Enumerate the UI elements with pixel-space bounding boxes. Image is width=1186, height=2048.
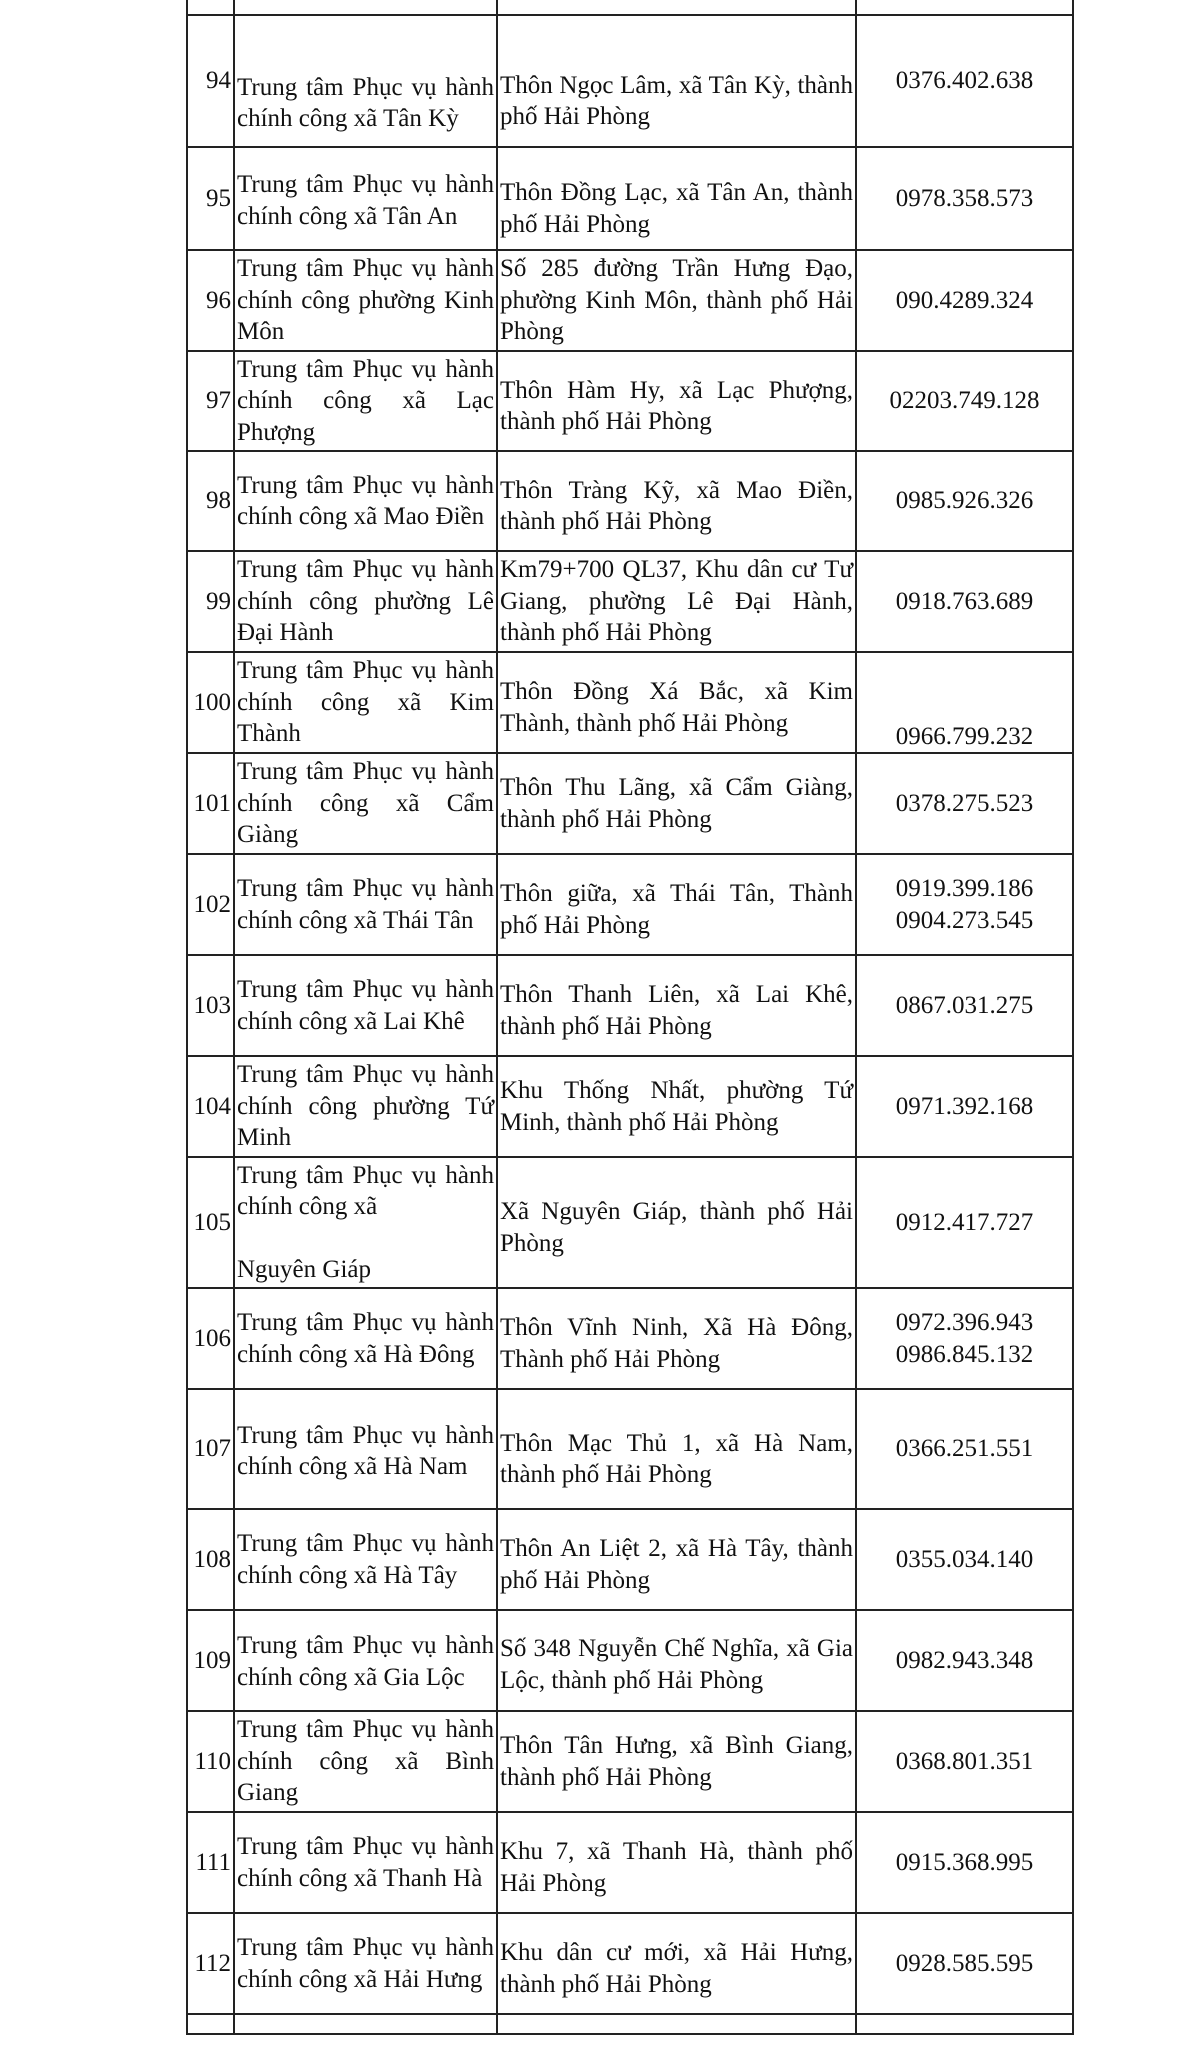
center-name-text: Trung tâm Phục vụ hành chính công xã Thanh Hà <box>237 1833 494 1892</box>
center-name-cell <box>234 0 497 15</box>
table-row <box>187 652 1073 753</box>
center-name-text: Trung tâm Phục vụ hành chính công xã Tân An <box>237 171 494 230</box>
table-row <box>187 955 1073 1056</box>
center-name-text: Trung tâm Phục vụ hành chính công phường Lê Đại Hành <box>237 556 494 647</box>
center-name-cell <box>234 551 497 652</box>
phone-cell <box>856 1157 1073 1288</box>
phone-cell <box>856 15 1073 147</box>
row-number-cell: 106 <box>187 1288 234 1389</box>
center-name-cell <box>234 250 497 351</box>
center-name-cell <box>234 1913 497 2014</box>
phone-cell <box>856 250 1073 351</box>
table-row <box>187 2014 1073 2034</box>
address-text: Khu dân cư mới, xã Hải Hưng, thành phố Hải Phòng <box>500 1939 853 1998</box>
address-text: Thôn Thanh Liên, xã Lai Khê, thành phố Hải Phòng <box>500 981 853 1040</box>
center-name-text: Trung tâm Phục vụ hành chính công xã Kim Thành <box>237 657 494 748</box>
row-number-cell: 103 <box>187 955 234 1056</box>
table-row <box>187 1509 1073 1610</box>
row-number-cell: 104 <box>187 1056 234 1157</box>
phone-number: 02203.749.128 <box>889 387 1040 415</box>
center-name-cell <box>234 1610 497 1711</box>
phone-cell <box>856 451 1073 551</box>
center-name-text: Trung tâm Phục vụ hành chính công xã Hải Hưng <box>237 1934 494 1993</box>
center-name-tail-text: Nguyên Giáp <box>237 1255 371 1283</box>
phone-number: 0971.392.168 <box>895 1092 1034 1120</box>
center-name-cell <box>234 2014 497 2034</box>
center-name-text: Trung tâm Phục vụ hành chính công phường Tứ Minh <box>237 1061 494 1152</box>
address-cell <box>497 15 856 147</box>
phone-cell <box>856 652 1073 753</box>
address-cell <box>497 147 856 250</box>
row-number-cell: 96 <box>187 250 234 351</box>
table-row <box>187 250 1073 351</box>
phone-cell <box>856 0 1073 15</box>
center-name-text: Trung tâm Phục vụ hành chính công xã Hà Nam <box>237 1421 494 1480</box>
table-row <box>187 551 1073 652</box>
row-number-cell: 100 <box>187 652 234 753</box>
center-name-text: Trung tâm Phục vụ hành chính công xã Mao Điền <box>237 471 494 530</box>
center-name-cell <box>234 1389 497 1509</box>
address-cell <box>497 551 856 652</box>
table-row <box>187 1711 1073 1812</box>
row-number-cell <box>187 0 234 15</box>
address-cell <box>497 1056 856 1157</box>
service-center-table <box>186 0 1074 2035</box>
row-number-cell: 97 <box>187 351 234 451</box>
center-name-text: Trung tâm Phục vụ hành chính công xã Hà Đông <box>237 1309 494 1368</box>
row-number-cell: 109 <box>187 1610 234 1711</box>
row-number-cell: 107 <box>187 1389 234 1509</box>
address-text: Thôn Ngọc Lâm, xã Tân Kỳ, thành phố Hải Phòng <box>500 71 853 130</box>
address-cell <box>497 351 856 451</box>
center-name-cell <box>234 955 497 1056</box>
center-name-cell <box>234 753 497 854</box>
address-text: Thôn An Liệt 2, xã Hà Tây, thành phố Hải Phòng <box>500 1535 853 1594</box>
row-number-cell: 98 <box>187 451 234 551</box>
address-text: Thôn Đồng Lạc, xã Tân An, thành phố Hải Phòng <box>500 179 853 238</box>
center-name-text: Trung tâm Phục vụ hành chính công xã Hà Tây <box>237 1530 494 1589</box>
table-row <box>187 351 1073 451</box>
phone-number: 0919.399.186 <box>895 875 1034 902</box>
center-name-cell <box>234 15 497 147</box>
address-text: Thôn Tràng Kỹ, xã Mao Điền, thành phố Hải Phòng <box>500 476 853 535</box>
address-text: Thôn Đồng Xá Bắc, xã Kim Thành, thành phố Hải Phòng <box>500 678 853 737</box>
center-name-text: Trung tâm Phục vụ hành chính công phường Kinh Môn <box>237 255 494 346</box>
address-text: Thôn Hàm Hy, xã Lạc Phượng, thành phố Hải Phòng <box>500 376 853 435</box>
center-name-text: Trung tâm Phục vụ hành chính công xã Cẩm Giàng <box>237 758 494 849</box>
table-body <box>187 0 1073 2034</box>
phone-cell <box>856 1711 1073 1812</box>
address-text: Thôn Thu Lãng, xã Cẩm Giàng, thành phố Hải Phòng <box>500 774 853 833</box>
phone-cell <box>856 551 1073 652</box>
row-number-cell: 101 <box>187 753 234 854</box>
phone-cell <box>856 955 1073 1056</box>
address-cell <box>497 1711 856 1812</box>
phone-number: 0355.034.140 <box>895 1545 1034 1573</box>
phone-number: 0972.396.943 <box>895 1309 1034 1336</box>
table-row <box>187 854 1073 955</box>
table-row <box>187 1610 1073 1711</box>
row-number-cell: 110 <box>187 1711 234 1812</box>
address-text: Thôn Tân Hưng, xã Bình Giang, thành phố Hải Phòng <box>500 1732 853 1791</box>
address-cell <box>497 1913 856 2014</box>
phone-cell <box>856 1288 1073 1389</box>
address-cell <box>497 451 856 551</box>
phone-number: 0366.251.551 <box>895 1435 1034 1463</box>
phone-number: 0378.275.523 <box>895 789 1034 817</box>
address-cell <box>497 854 856 955</box>
phone-number: 0982.943.348 <box>895 1646 1034 1674</box>
row-number-cell: 99 <box>187 551 234 652</box>
phone-number: 0912.417.727 <box>895 1208 1034 1236</box>
center-name-text: Trung tâm Phục vụ hành chính công xã <box>237 1161 494 1221</box>
table-row <box>187 1913 1073 2014</box>
address-text: Số 348 Nguyễn Chế Nghĩa, xã Gia Lộc, thành phố Hải Phòng <box>500 1635 853 1694</box>
center-name-cell <box>234 854 497 955</box>
row-number-cell: 95 <box>187 147 234 250</box>
phone-cell <box>856 147 1073 250</box>
address-cell <box>497 1812 856 1913</box>
phone-cell <box>856 753 1073 854</box>
address-text: Thôn Mạc Thủ 1, xã Hà Nam, thành phố Hải Phòng <box>500 1429 853 1488</box>
center-name-cell <box>234 1812 497 1913</box>
table-container <box>186 0 1072 2035</box>
phone-number: 0978.358.573 <box>895 184 1034 212</box>
phone-number: 0915.368.995 <box>895 1848 1034 1876</box>
table-row <box>187 0 1073 15</box>
phone-cell <box>856 2014 1073 2034</box>
phone-cell <box>856 1389 1073 1509</box>
address-cell <box>497 2014 856 2034</box>
phone-cell <box>856 351 1073 451</box>
phone-number: 0376.402.638 <box>895 67 1034 95</box>
phone-cell <box>856 1056 1073 1157</box>
center-name-text: Trung tâm Phục vụ hành chính công xã Tân Kỳ <box>237 73 494 132</box>
address-text: Số 285 đường Trần Hưng Đạo, phường Kinh Môn, thành phố Hải Phòng <box>500 255 853 346</box>
center-name-cell <box>234 1157 497 1288</box>
table-row <box>187 1056 1073 1157</box>
address-cell <box>497 1288 856 1389</box>
phone-number: 0904.273.545 <box>895 906 1034 934</box>
address-cell <box>497 1509 856 1610</box>
phone-cell <box>856 1509 1073 1610</box>
address-cell <box>497 1610 856 1711</box>
row-number-cell: 105 <box>187 1157 234 1288</box>
phone-number: 0368.801.351 <box>895 1747 1034 1775</box>
phone-number: 0918.763.689 <box>895 587 1034 615</box>
row-number-cell: 112 <box>187 1913 234 2014</box>
table-row <box>187 147 1073 250</box>
phone-number: 0867.031.275 <box>895 991 1034 1019</box>
address-cell <box>497 753 856 854</box>
center-name-cell <box>234 1056 497 1157</box>
address-text: Khu 7, xã Thanh Hà, thành phố Hải Phòng <box>500 1838 853 1897</box>
phone-number: 0928.585.595 <box>895 1949 1034 1977</box>
center-name-text: Trung tâm Phục vụ hành chính công xã Gia Lộc <box>237 1632 494 1691</box>
address-cell <box>497 250 856 351</box>
address-cell <box>497 0 856 15</box>
center-name-cell <box>234 1509 497 1610</box>
address-cell <box>497 1389 856 1509</box>
table-row <box>187 451 1073 551</box>
center-name-text: Trung tâm Phục vụ hành chính công xã Thái Tân <box>237 875 494 934</box>
address-cell <box>497 1157 856 1288</box>
row-number-cell: 108 <box>187 1509 234 1610</box>
row-number-cell <box>187 2014 234 2034</box>
phone-number: 0966.799.232 <box>895 722 1034 750</box>
phone-number: 0986.845.132 <box>895 1340 1034 1368</box>
table-row <box>187 1288 1073 1389</box>
row-number-cell: 111 <box>187 1812 234 1913</box>
address-text: Khu Thống Nhất, phường Tứ Minh, thành phố Hải Phòng <box>500 1077 853 1136</box>
table-row <box>187 15 1073 147</box>
phone-cell <box>856 854 1073 955</box>
center-name-text: Trung tâm Phục vụ hành chính công xã Lai Khê <box>237 976 494 1035</box>
table-row <box>187 1812 1073 1913</box>
table-row <box>187 1157 1073 1288</box>
address-text: Thôn giữa, xã Thái Tân, Thành phố Hải Phòng <box>500 880 853 939</box>
phone-cell <box>856 1913 1073 2014</box>
table-row <box>187 1389 1073 1509</box>
center-name-cell <box>234 351 497 451</box>
phone-number: 0985.926.326 <box>895 487 1034 515</box>
phone-cell <box>856 1610 1073 1711</box>
phone-cell <box>856 1812 1073 1913</box>
row-number-cell: 102 <box>187 854 234 955</box>
address-cell <box>497 652 856 753</box>
address-text: Xã Nguyên Giáp, thành phố Hải Phòng <box>500 1198 853 1257</box>
table-row <box>187 753 1073 854</box>
center-name-cell <box>234 1288 497 1389</box>
center-name-cell <box>234 451 497 551</box>
center-name-cell <box>234 1711 497 1812</box>
center-name-cell <box>234 652 497 753</box>
center-name-text: Trung tâm Phục vụ hành chính công xã Bình Giang <box>237 1716 494 1807</box>
address-cell <box>497 955 856 1056</box>
address-text: Km79+700 QL37, Khu dân cư Tư Giang, phường Lê Đại Hành, thành phố Hải Phòng <box>500 556 853 647</box>
row-number-cell: 94 <box>187 15 234 147</box>
address-text: Thôn Vĩnh Ninh, Xã Hà Đông, Thành phố Hải Phòng <box>500 1314 853 1373</box>
center-name-text: Trung tâm Phục vụ hành chính công xã Lạc Phượng <box>237 355 494 446</box>
center-name-cell <box>234 147 497 250</box>
phone-number: 090.4289.324 <box>895 286 1034 314</box>
